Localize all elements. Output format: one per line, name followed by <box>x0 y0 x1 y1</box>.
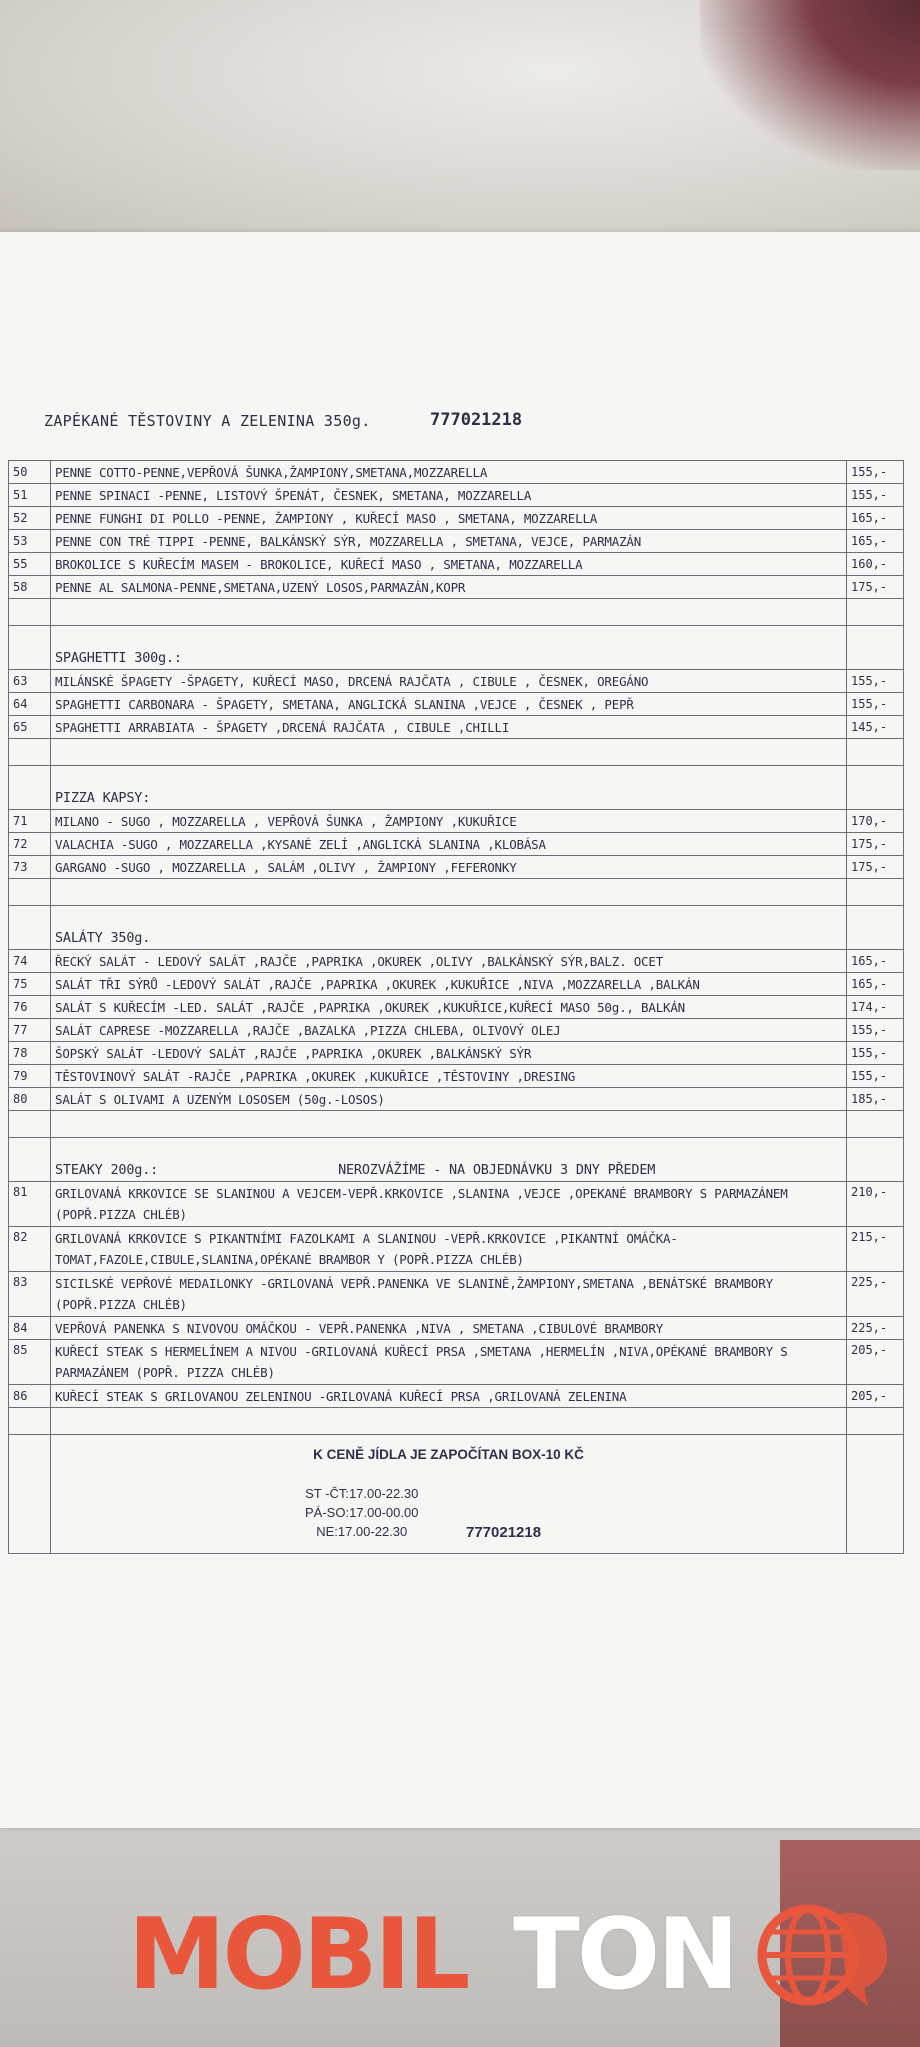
item-number: 53 <box>9 530 51 553</box>
menu-item-row <box>9 1019 904 1042</box>
item-number: 74 <box>9 950 51 973</box>
menu-item-row <box>9 950 904 973</box>
item-description: GRILOVANÁ KRKOVICE SE SLANINOU A VEJCEM-VEPŘ.KRKOVICE ,SLANINA ,VEJCE ,OPEKANÉ BRAMBORY S PARMAZÁNEM (POPŘ.PIZZA CHLÉB) <box>51 1182 847 1227</box>
section-title: SALÁTY 350g. <box>55 930 151 946</box>
spacer-row <box>9 599 904 626</box>
spacer-cell <box>847 1408 904 1435</box>
item-number: 82 <box>9 1227 51 1272</box>
menu-item-row <box>9 1042 904 1065</box>
item-price: 155,- <box>847 693 904 716</box>
footer-cell <box>51 1435 847 1554</box>
item-price: 210,- <box>847 1182 904 1227</box>
menu-item-row <box>9 1088 904 1111</box>
mobilton-watermark <box>128 1900 908 2010</box>
section-title: PIZZA KAPSY: <box>55 790 151 806</box>
item-description: ŠOPSKÝ SALÁT -LEDOVÝ SALÁT ,RAJČE ,PAPRIKA ,OKUREK ,BALKÁNSKÝ SÝR <box>51 1042 847 1065</box>
item-price: 185,- <box>847 1088 904 1111</box>
item-number: 63 <box>9 670 51 693</box>
spacer-cell <box>51 1111 847 1138</box>
item-number: 51 <box>9 484 51 507</box>
section-price-cell <box>847 1138 904 1182</box>
section-price-cell <box>847 766 904 810</box>
menu-footer <box>9 1435 904 1554</box>
item-description: MILANO - SUGO , MOZZARELLA , VEPŘOVÁ ŠUNKA , ŽAMPIONY ,KUKUŘICE <box>51 810 847 833</box>
item-description: SALÁT CAPRESE -MOZZARELLA ,RAJČE ,BAZALKA ,PIZZA CHLEBA, OLIVOVÝ OLEJ <box>51 1019 847 1042</box>
footer-phone: 777021218 <box>466 1524 542 1541</box>
item-number: 77 <box>9 1019 51 1042</box>
item-number: 71 <box>9 810 51 833</box>
watermark-part2: TON <box>513 1898 737 2012</box>
item-number: 73 <box>9 856 51 879</box>
menu-item-row <box>9 1317 904 1340</box>
menu-item-row <box>9 530 904 553</box>
section-num-cell <box>9 1138 51 1182</box>
item-price: 165,- <box>847 507 904 530</box>
section-header-row <box>9 1138 904 1182</box>
item-price: 175,- <box>847 833 904 856</box>
watermark-part1: MOBIL <box>128 1898 468 2012</box>
item-price: 145,- <box>847 716 904 739</box>
item-number: 58 <box>9 576 51 599</box>
item-price: 175,- <box>847 856 904 879</box>
menu-item-row <box>9 1065 904 1088</box>
menu-item-row <box>9 1227 904 1272</box>
menu-table <box>8 460 904 1554</box>
menu-item-row <box>9 1385 904 1408</box>
section-title-cell <box>51 1138 847 1182</box>
section-price-cell <box>847 626 904 670</box>
menu-item-row <box>9 484 904 507</box>
item-number: 72 <box>9 833 51 856</box>
hours-line: NE:17.00-22.30 <box>316 1524 408 1539</box>
section-title: STEAKY 200g.: <box>55 1162 159 1178</box>
section-price-cell <box>847 906 904 950</box>
spacer-cell <box>51 739 847 766</box>
menu-item-row <box>9 856 904 879</box>
item-number: 83 <box>9 1272 51 1317</box>
item-description: SPAGHETTI CARBONARA - ŠPAGETY, SMETANA, ANGLICKÁ SLANINA ,VEJCE , ČESNEK , PEPŘ <box>51 693 847 716</box>
spacer-cell <box>9 879 51 906</box>
item-description: PENNE FUNGHI DI POLLO -PENNE, ŽAMPIONY , KUŘECÍ MASO , SMETANA, MOZZARELLA <box>51 507 847 530</box>
spacer-cell <box>9 1408 51 1435</box>
menu-item-row <box>9 507 904 530</box>
item-description: PENNE AL SALMONA-PENNE,SMETANA,UZENÝ LOSOS,PARMAZÁN,KOPR <box>51 576 847 599</box>
item-number: 79 <box>9 1065 51 1088</box>
section-num-cell <box>9 766 51 810</box>
item-price: 165,- <box>847 530 904 553</box>
spacer-cell <box>51 599 847 626</box>
spacer-row <box>9 1111 904 1138</box>
item-price: 155,- <box>847 1042 904 1065</box>
item-description: SALÁT S OLIVAMI A UZENÝM LOSOSEM (50g.-LOSOS) <box>51 1088 847 1111</box>
spacer-cell <box>847 599 904 626</box>
item-description: KUŘECÍ STEAK S GRILOVANOU ZELENINOU -GRILOVANÁ KUŘECÍ PRSA ,GRILOVANÁ ZELENINA <box>51 1385 847 1408</box>
menu-heading: ZAPÉKANÉ TĚSTOVINY A ZELENINA 350g. <box>44 412 371 430</box>
item-number: 76 <box>9 996 51 1019</box>
section-title: SPAGHETTI 300g.: <box>55 650 182 666</box>
item-description: GARGANO -SUGO , MOZZARELLA , SALÁM ,OLIVY , ŽAMPIONY ,FEFERONKY <box>51 856 847 879</box>
item-number: 52 <box>9 507 51 530</box>
header-phone: 777021218 <box>430 410 523 430</box>
menu-item-row <box>9 810 904 833</box>
item-price: 160,- <box>847 553 904 576</box>
item-price: 205,- <box>847 1340 904 1385</box>
item-price: 165,- <box>847 973 904 996</box>
item-description: PENNE CON TRÉ TIPPI -PENNE, BALKÁNSKÝ SÝR, MOZZARELLA , SMETANA, VEJCE, PARMAZÁN <box>51 530 847 553</box>
section-title-cell <box>51 766 847 810</box>
hours-line: PÁ-SO:17.00-00.00 <box>305 1505 419 1520</box>
item-description: SPAGHETTI ARRABIATA - ŠPAGETY ,DRCENÁ RAJČATA , CIBULE ,CHILLI <box>51 716 847 739</box>
item-number: 85 <box>9 1340 51 1385</box>
menu-item-row <box>9 670 904 693</box>
menu-item-row <box>9 833 904 856</box>
item-description: ŘECKÝ SALÁT - LEDOVÝ SALÁT ,RAJČE ,PAPRIKA ,OKUREK ,OLIVY ,BALKÁNSKÝ SÝR,BALZ. OCET <box>51 950 847 973</box>
spacer-cell <box>9 739 51 766</box>
menu-item-row <box>9 461 904 484</box>
item-price: 225,- <box>847 1317 904 1340</box>
menu-item-row <box>9 553 904 576</box>
item-description: KUŘECÍ STEAK S HERMELÍNEM A NIVOU -GRILOVANÁ KUŘECÍ PRSA ,SMETANA ,HERMELÍN ,NIVA,OPÉKANÉ BRAMBORY S PARMAZÁNEM (POPŘ. PIZZA CHLÉB) <box>51 1340 847 1385</box>
spacer-cell <box>847 1111 904 1138</box>
box-note: K CENĚ JÍDLA JE ZAPOČÍTAN BOX-10 KČ <box>313 1447 584 1462</box>
item-price: 155,- <box>847 461 904 484</box>
photo-background-top <box>0 0 920 240</box>
item-price: 170,- <box>847 810 904 833</box>
spacer-cell <box>51 1408 847 1435</box>
item-description: PENNE SPINACI -PENNE, LISTOVÝ ŠPENÁT, ČESNEK, SMETANA, MOZZARELLA <box>51 484 847 507</box>
section-header-row <box>9 626 904 670</box>
item-price: 205,- <box>847 1385 904 1408</box>
menu-item-row <box>9 996 904 1019</box>
item-description: MILÁNSKÉ ŠPAGETY -ŠPAGETY, KUŘECÍ MASO, DRCENÁ RAJČATA , CIBULE , ČESNEK, OREGÁNO <box>51 670 847 693</box>
spacer-cell <box>51 879 847 906</box>
spacer-cell <box>847 739 904 766</box>
item-number: 55 <box>9 553 51 576</box>
menu-item-row <box>9 576 904 599</box>
item-description: PENNE COTTO-PENNE,VEPŘOVÁ ŠUNKA,ŽAMPIONY,SMETANA,MOZZARELLA <box>51 461 847 484</box>
item-description: VALACHIA -SUGO , MOZZARELLA ,KYSANÉ ZELÍ ,ANGLICKÁ SLANINA ,KLOBÁSA <box>51 833 847 856</box>
section-num-cell <box>9 906 51 950</box>
item-description: SALÁT S KUŘECÍM -LED. SALÁT ,RAJČE ,PAPRIKA ,OKUREK ,KUKUŘICE,KUŘECÍ MASO 50g., BALKÁN <box>51 996 847 1019</box>
item-number: 86 <box>9 1385 51 1408</box>
spacer-row <box>9 879 904 906</box>
menu-item-row <box>9 716 904 739</box>
opening-hours <box>305 1484 418 1541</box>
menu-item-row <box>9 973 904 996</box>
section-num-cell <box>9 626 51 670</box>
section-header-row <box>9 766 904 810</box>
globe-chat-icon <box>728 1900 898 2010</box>
item-price: 155,- <box>847 670 904 693</box>
background-object <box>700 0 920 170</box>
item-number: 81 <box>9 1182 51 1227</box>
order-note: NEROZVÁŽÍME - NA OBJEDNÁVKU 3 DNY PŘEDEM <box>338 1162 656 1178</box>
section-title-cell <box>51 626 847 670</box>
item-price: 225,- <box>847 1272 904 1317</box>
spacer-row <box>9 739 904 766</box>
spacer-cell <box>9 1111 51 1138</box>
menu-item-row <box>9 1182 904 1227</box>
item-description: SICILSKÉ VEPŘOVÉ MEDAILONKY -GRILOVANÁ VEPŘ.PANENKA VE SLANINĚ,ŽAMPIONY,SMETANA ,BENÁTSKÉ BRAMBORY (POPŘ.PIZZA CHLÉB) <box>51 1272 847 1317</box>
spacer-cell <box>9 599 51 626</box>
item-description: VEPŘOVÁ PANENKA S NIVOVOU OMÁČKOU - VEPŘ.PANENKA ,NIVA , SMETANA ,CIBULOVÉ BRAMBORY <box>51 1317 847 1340</box>
menu-item-row <box>9 693 904 716</box>
item-description: GRILOVANÁ KRKOVICE S PIKANTNÍMI FAZOLKAMI A SLANINOU -VEPŘ.KRKOVICE ,PIKANTNÍ OMÁČKA-TOMAT,FAZOLE,CIBULE,SLANINA,OPÉKANÉ BRAMBOR Y (POPŘ.PIZZA CHLÉB) <box>51 1227 847 1272</box>
item-number: 75 <box>9 973 51 996</box>
spacer-cell <box>847 879 904 906</box>
item-number: 80 <box>9 1088 51 1111</box>
item-price: 155,- <box>847 484 904 507</box>
item-description: SALÁT TŘI SÝRŮ -LEDOVÝ SALÁT ,RAJČE ,PAPRIKA ,OKUREK ,KUKUŘICE ,NIVA ,MOZZARELLA ,BALKÁN <box>51 973 847 996</box>
item-price: 215,- <box>847 1227 904 1272</box>
spacer-row <box>9 1408 904 1435</box>
item-number: 84 <box>9 1317 51 1340</box>
section-header-row <box>9 906 904 950</box>
item-price: 165,- <box>847 950 904 973</box>
item-number: 64 <box>9 693 51 716</box>
hours-line: ST -ČT:17.00-22.30 <box>305 1486 419 1501</box>
item-price: 174,- <box>847 996 904 1019</box>
section-title-cell <box>51 906 847 950</box>
item-price: 175,- <box>847 576 904 599</box>
item-number: 78 <box>9 1042 51 1065</box>
menu-item-row <box>9 1272 904 1317</box>
item-number: 65 <box>9 716 51 739</box>
item-number: 50 <box>9 461 51 484</box>
menu-item-row <box>9 1340 904 1385</box>
item-description: BROKOLICE S KUŘECÍM MASEM - BROKOLICE, KUŘECÍ MASO , SMETANA, MOZZARELLA <box>51 553 847 576</box>
item-price: 155,- <box>847 1065 904 1088</box>
item-description: TĚSTOVINOVÝ SALÁT -RAJČE ,PAPRIKA ,OKUREK ,KUKUŘICE ,TĚSTOVINY ,DRESING <box>51 1065 847 1088</box>
item-price: 155,- <box>847 1019 904 1042</box>
